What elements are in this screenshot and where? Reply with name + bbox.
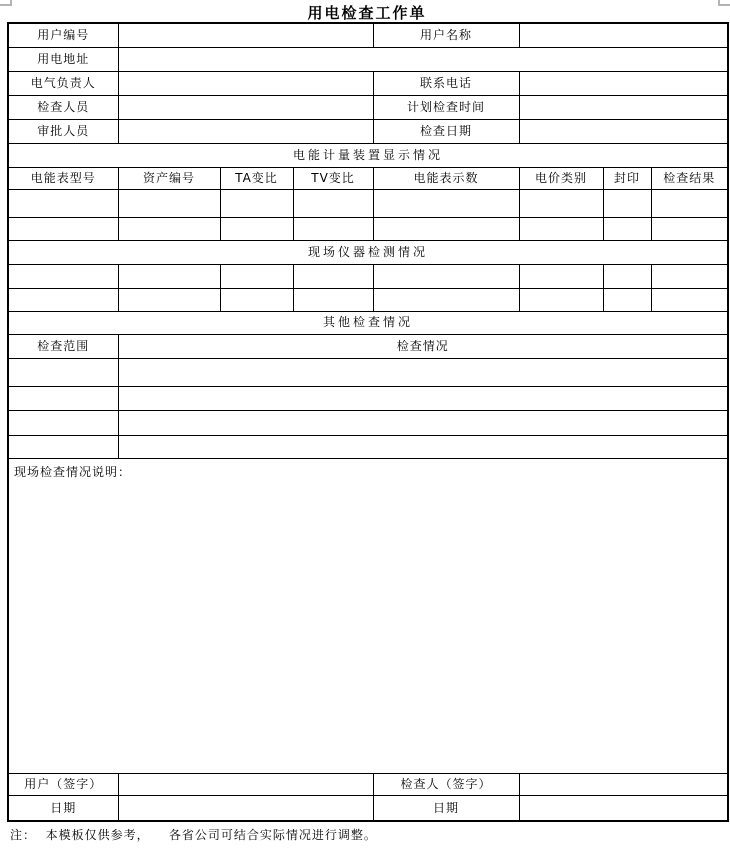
instrument-data-row <box>8 288 728 311</box>
instrument-cell[interactable] <box>220 288 293 311</box>
field-address[interactable] <box>118 47 728 71</box>
other-column-header-row <box>8 334 728 358</box>
work-order-table <box>7 22 729 822</box>
meter-cell[interactable] <box>651 189 728 217</box>
instrument-cell[interactable] <box>220 264 293 288</box>
field-inspector-signature[interactable] <box>519 773 728 795</box>
meter-cell[interactable] <box>519 189 603 217</box>
meter-cell[interactable] <box>220 217 293 240</box>
label-inspector-signature: 检查人（签字） <box>373 773 519 795</box>
label-approver: 审批人员 <box>8 119 118 143</box>
meter-cell[interactable] <box>8 189 118 217</box>
meter-section-header: 电能计量装置显示情况 <box>8 143 728 167</box>
info-row-electric-manager <box>8 71 728 95</box>
meter-cell[interactable] <box>603 217 651 240</box>
col-meter-model: 电能表型号 <box>8 167 118 189</box>
info-row-approver <box>8 119 728 143</box>
label-user-id: 用户编号 <box>8 23 118 47</box>
label-user-date: 日期 <box>8 795 118 821</box>
field-inspection-date[interactable] <box>519 119 728 143</box>
scope-cell[interactable] <box>8 410 118 435</box>
instrument-cell[interactable] <box>603 288 651 311</box>
signature-row <box>8 773 728 795</box>
col-inspection-scope: 检查范围 <box>8 334 118 358</box>
label-planned-time: 计划检查时间 <box>373 95 519 119</box>
meter-cell[interactable] <box>118 217 220 240</box>
meter-cell[interactable] <box>293 217 373 240</box>
col-asset-number: 资产编号 <box>118 167 220 189</box>
other-data-row <box>8 358 728 386</box>
instrument-section-header: 现场仪器检测情况 <box>8 240 728 264</box>
other-data-row <box>8 435 728 458</box>
instrument-data-row <box>8 264 728 288</box>
field-user-id[interactable] <box>118 23 373 47</box>
col-ta-ratio: TA变比 <box>220 167 293 189</box>
field-user-signature[interactable] <box>118 773 373 795</box>
field-planned-time[interactable] <box>519 95 728 119</box>
other-data-row <box>8 386 728 410</box>
meter-cell[interactable] <box>651 217 728 240</box>
other-data-row <box>8 410 728 435</box>
col-meter-reading: 电能表示数 <box>373 167 519 189</box>
other-section-header-row <box>8 311 728 334</box>
instrument-cell[interactable] <box>519 264 603 288</box>
col-inspection-result: 检查结果 <box>651 167 728 189</box>
situation-cell[interactable] <box>118 410 728 435</box>
instrument-cell[interactable] <box>118 288 220 311</box>
scope-cell[interactable] <box>8 435 118 458</box>
meter-cell[interactable] <box>8 217 118 240</box>
meter-cell[interactable] <box>220 189 293 217</box>
meter-cell[interactable] <box>293 189 373 217</box>
label-address: 用电地址 <box>8 47 118 71</box>
instrument-cell[interactable] <box>8 288 118 311</box>
label-contact-phone: 联系电话 <box>373 71 519 95</box>
form-title: 用电检查工作单 <box>307 4 427 22</box>
label-electric-manager: 电气负责人 <box>8 71 118 95</box>
instrument-cell[interactable] <box>519 288 603 311</box>
site-note-row <box>8 458 728 773</box>
situation-cell[interactable] <box>118 435 728 458</box>
meter-cell[interactable] <box>603 189 651 217</box>
situation-cell[interactable] <box>118 386 728 410</box>
label-inspection-date: 检查日期 <box>373 119 519 143</box>
label-user-name: 用户名称 <box>373 23 519 47</box>
instrument-cell[interactable] <box>651 288 728 311</box>
meter-column-header-row <box>8 167 728 189</box>
field-inspector[interactable] <box>118 95 373 119</box>
col-tv-ratio: TV变比 <box>293 167 373 189</box>
meter-data-row <box>8 217 728 240</box>
date-row <box>8 795 728 821</box>
label-user-signature: 用户（签字） <box>8 773 118 795</box>
scope-cell[interactable] <box>8 358 118 386</box>
label-inspector-date: 日期 <box>373 795 519 821</box>
instrument-cell[interactable] <box>293 264 373 288</box>
instrument-cell[interactable] <box>118 264 220 288</box>
meter-section-header-row <box>8 143 728 167</box>
meter-cell[interactable] <box>118 189 220 217</box>
col-price-category: 电价类别 <box>519 167 603 189</box>
instrument-cell[interactable] <box>373 264 519 288</box>
info-row-user <box>8 23 728 47</box>
col-inspection-situation: 检查情况 <box>118 334 728 358</box>
label-inspector: 检查人员 <box>8 95 118 119</box>
col-seal: 封印 <box>603 167 651 189</box>
field-electric-manager[interactable] <box>118 71 373 95</box>
field-inspector-date[interactable] <box>519 795 728 821</box>
other-section-header: 其他检查情况 <box>8 311 728 334</box>
meter-data-row <box>8 189 728 217</box>
instrument-section-header-row <box>8 240 728 264</box>
info-row-address <box>8 47 728 71</box>
meter-cell[interactable] <box>373 217 519 240</box>
template-footnote: 注： 本模板仅供参考， 各省公司可结合实际情况进行调整。 <box>10 828 377 842</box>
situation-cell[interactable] <box>118 358 728 386</box>
info-row-inspector <box>8 95 728 119</box>
instrument-cell[interactable] <box>651 264 728 288</box>
site-note-cell[interactable]: 现场检查情况说明： <box>8 458 728 773</box>
instrument-cell[interactable] <box>373 288 519 311</box>
instrument-cell[interactable] <box>293 288 373 311</box>
scope-cell[interactable] <box>8 386 118 410</box>
meter-cell[interactable] <box>373 189 519 217</box>
instrument-cell[interactable] <box>8 264 118 288</box>
field-user-date[interactable] <box>118 795 373 821</box>
field-contact-phone[interactable] <box>519 71 728 95</box>
field-user-name[interactable] <box>519 23 728 47</box>
meter-cell[interactable] <box>519 217 603 240</box>
instrument-cell[interactable] <box>603 264 651 288</box>
field-approver[interactable] <box>118 119 373 143</box>
